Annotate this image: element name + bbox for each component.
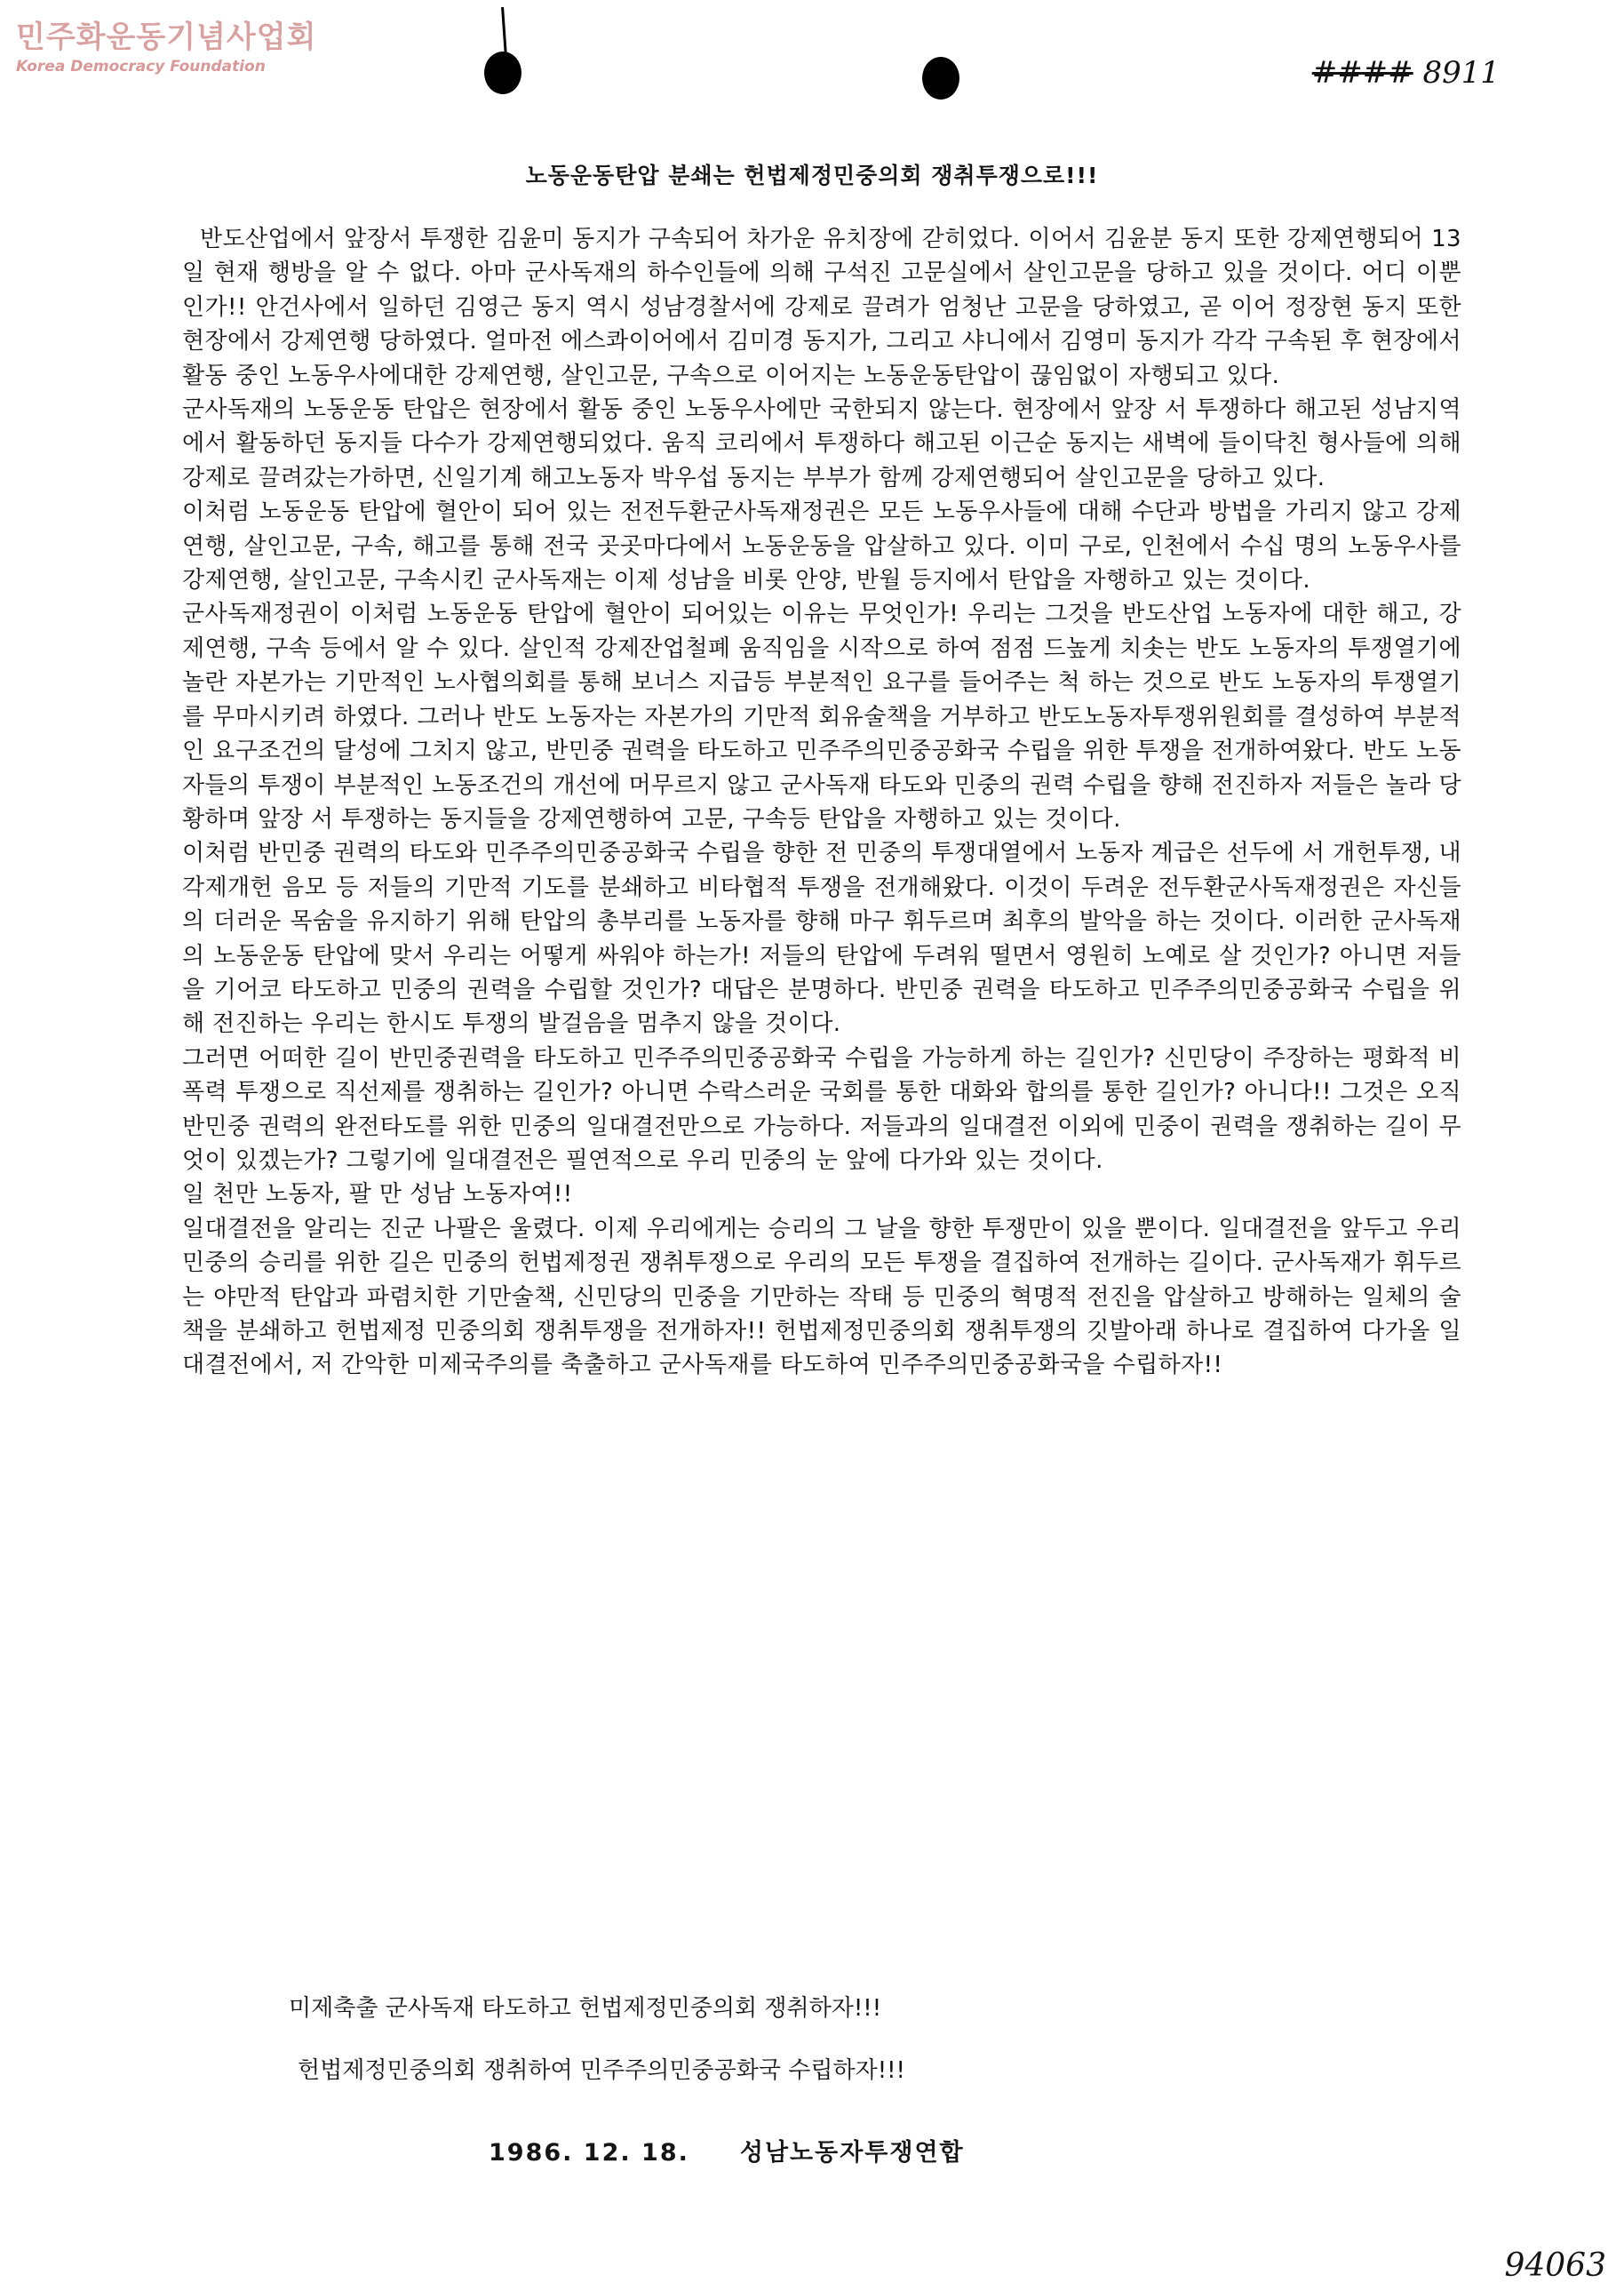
punch-hole-left (484, 52, 521, 94)
paragraph-8: 일대결전을 알리는 진군 나팔은 울렸다. 이제 우리에게는 승리의 그 날을 향한 투쟁만이 있을 뿐이다. 일대결전을 앞두고 우리 민중의 승리를 위한 길은 민중의 헌법제정권 쟁취투쟁으로 우리의 모든 투쟁을 결집하여 전개하는 길이다. 군사독재가 휘두르는 야만적 탄압과 파렴치한 기만술책, 신민당의 민중을 기만하는 작태 등 민중의 혁명적 전진을 압살하고 방해하는 일체의 술책을 분쇄하고 헌법제정 민중의회 쟁취투쟁을 전개하자!! 헌법제정민중의회 쟁취투쟁의 깃발아래 하나로 결집하여 다가올 일대결전에서, 저 간악한 미제국주의를 축출하고 군사독재를 타도하여 민주주의민중공화국을 수립하자!! (182, 1215, 1461, 1379)
slogan-1: 미제축출 군사독재 타도하고 헌법제정민중의회 쟁취하자!!! (289, 1995, 882, 2022)
paragraph-4: 군사독재정권이 이처럼 노동운동 탄압에 혈안이 되어있는 이유는 무엇인가! 우리는 그것을 반도산업 노동자에 대한 해고, 강제연행, 구속 등에서 알 수 있다. 살인적 강제잔업철폐 움직임을 시작으로 하여 점점 드높게 치솟는 반도 노동자의 투쟁열기에 놀란 자본가는 기만적인 노사협의회를 통해 보너스 지급등 부분적인 요구를 들어주는 척 하는 것으로 반도 노동자의 투쟁열기를 무마시키려 하였다. 그러나 반도 노동자는 자본가의 기만적 회유술책을 거부하고 반도노동자투쟁위원회를 결성하여 부분적인 요구조건의 달성에 그치지 않고, 반민중 권력을 타도하고 민주주의민중공화국 수립을 위한 투쟁을 전개하여왔다. 반도 노동자들의 투쟁이 부분적인 노동조건의 개선에 머무르지 않고 군사독재 타도와 민중의 권력 수립을 향해 전진하자 저들은 놀라 당황하며 앞장 서 투쟁하는 동지들을 강제연행하여 고문, 구속등 탄압을 자행하고 있는 것이다. (182, 601, 1461, 833)
watermark-logo (16, 12, 316, 76)
document-body (182, 222, 1461, 1383)
paragraph-1: 반도산업에서 앞장서 투쟁한 김윤미 동지가 구속되어 차가운 유치장에 갇히었다. 이어서 김윤분 동지 또한 강제연행되어 13일 현재 행방을 알 수 없다. 아마 군사독재의 하수인들에 의해 구석진 고문실에서 살인고문을 당하고 있을 것이다. 어디 이뿐인가!! 안건사에서 일하던 김영근 동지 역시 성남경찰서에 강제로 끌려가 엄청난 고문을 당하였고, 곧 이어 정장현 동지 또한 현장에서 강제연행 당하였다. 얼마전 에스콰이어에서 김미경 동지가, 그리고 샤니에서 김영미 동지가 각각 구속된 후 현장에서 활동 중인 노동우사에대한 강제연행, 살인고문, 구속으로 이어지는 노동운동탄압이 끊임없이 자행되고 있다. (182, 226, 1461, 389)
punch-hole-right (922, 57, 959, 100)
paragraph-2: 군사독재의 노동운동 탄압은 현장에서 활동 중인 노동우사에만 국한되지 않는다. 현장에서 앞장 서 투쟁하다 해고된 성남지역에서 활동하던 동지들 다수가 강제연행되었다. 움직 코리에서 투쟁하다 해고된 이근순 동지는 새벽에 들이닥친 형사들에 의해 강제로 끌려갔는가하면, 신일기계 해고노동자 박우섭 동지는 부부가 함께 강제연행되어 살인고문을 당하고 있다. (182, 396, 1461, 491)
staple-mark (501, 7, 507, 57)
document-title: 노동운동탄압 분쇄는 헌법제정민중의회 쟁취투쟁으로!!! (525, 163, 1099, 188)
paragraph-3: 이처럼 노동운동 탄압에 혈안이 되어 있는 전전두환군사독재정권은 모든 노동우사들에 대해 수단과 방법을 가리지 않고 강제연행, 살인고문, 구속, 해고를 통해 전국 곳곳마다에서 노동운동을 압살하고 있다. 이미 구로, 인천에서 수십 명의 노동우사를 강제연행, 살인고문, 구속시킨 군사독재는 이제 성남을 비롯 안양, 반월 등지에서 탄압을 자행하고 있는 것이다. (182, 499, 1461, 595)
document-number: 94063 (1504, 2247, 1606, 2284)
watermark-org-english: Korea Democracy Foundation (16, 58, 266, 76)
archive-mark: #### 8911 (1311, 55, 1500, 91)
signature-line (489, 2133, 965, 2167)
paragraph-7: 일 천만 노동자, 팔 만 성남 노동자여!! (182, 1181, 573, 1209)
archive-number: 8911 (1422, 55, 1500, 91)
watermark-org-korean: 민주화운동기념사업회 (16, 20, 317, 55)
slogan-2: 헌법제정민중의회 쟁취하여 민주주의민중공화국 수립하자!!! (298, 2057, 905, 2084)
signature-organization: 성남노동자투쟁연합 (739, 2139, 965, 2167)
signature-date: 1986. 12. 18. (489, 2139, 689, 2167)
slogan-block (289, 1977, 1355, 2102)
paragraph-5: 이처럼 반민중 권력의 타도와 민주주의민중공화국 수립을 향한 전 민중의 투쟁대열에서 노동자 계급은 선두에 서 개헌투쟁, 내각제개헌 음모 등 저들의 기만적 기도를 분쇄하고 비타협적 투쟁을 전개해왔다. 이것이 두려운 전두환군사독재정권은 자신들의 더러운 목숨을 유지하기 위해 탄압의 총부리를 노동자를 향해 마구 휘두르며 최후의 발악을 하는 것이다. 이러한 군사독재의 노동운동 탄압에 맞서 우리는 어떻게 싸워야 하는가! 저들의 탄압에 두려워 떨면서 영원히 노예로 살 것인가? 아니면 저들을 기어코 타도하고 민중의 권력을 수립할 것인가? 대답은 분명하다. 반민중 권력을 타도하고 민주주의민중공화국 수립을 위해 전진하는 우리는 한시도 투쟁의 발걸음을 멈추지 않을 것이다. (182, 840, 1461, 1038)
paragraph-6: 그러면 어떠한 길이 반민중권력을 타도하고 민주주의민중공화국 수립을 가능하게 하는 길인가? 신민당이 주장하는 평화적 비폭력 투쟁으로 직선제를 쟁취하는 길인가? 아니면 수락스러운 국회를 통한 대화와 합의를 통한 길인가? 아니다!! 그것은 오직 반민중 권력의 완전타도를 위한 민중의 일대결전만으로 가능하다. 저들과의 일대결전 이외에 민중이 권력을 쟁취하는 길이 무엇이 있겠는가? 그렇기에 일대결전은 필연적으로 우리 민중의 눈 앞에 다가와 있는 것이다. (182, 1044, 1461, 1174)
